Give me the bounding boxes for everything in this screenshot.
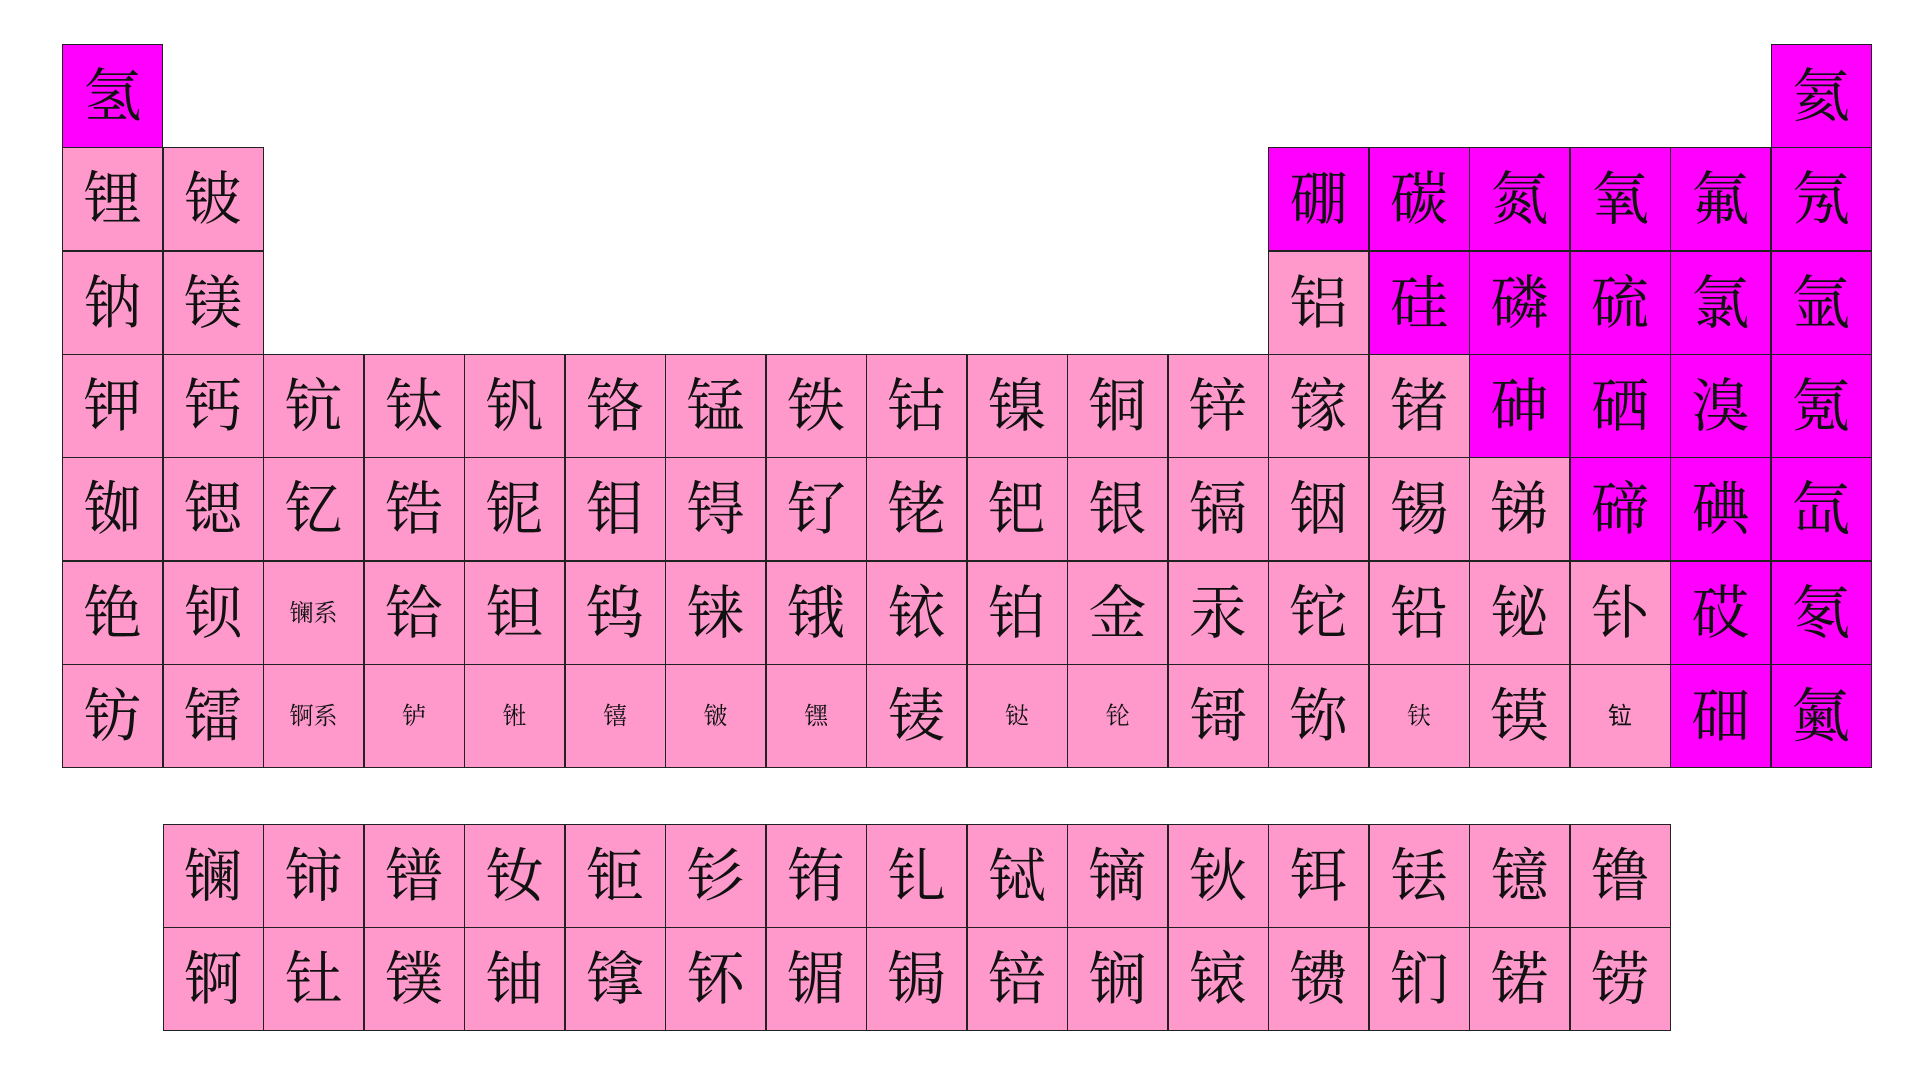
actinide-cell: 锎 — [1067, 927, 1168, 1031]
element-cell: 汞 — [1168, 561, 1269, 665]
element-cell: 锶 — [163, 457, 264, 561]
element-cell: 钡 — [163, 561, 264, 665]
element-cell: 砹 — [1670, 561, 1771, 665]
element-cell: 钙 — [163, 354, 264, 458]
element-cell: 铁 — [766, 354, 867, 458]
element-cell: 钪 — [263, 354, 364, 458]
element-cell: 锇 — [766, 561, 867, 665]
lanthanide-cell: 铈 — [263, 824, 364, 928]
actinide-cell: 钔 — [1369, 927, 1470, 1031]
element-cell: 铼 — [665, 561, 766, 665]
element-cell: 铌 — [464, 457, 565, 561]
element-cell: 铊 — [1268, 561, 1369, 665]
actinide-cell: 镎 — [565, 927, 666, 1031]
element-cell: 钠 — [62, 251, 163, 355]
element-cell: 钫 — [62, 664, 163, 768]
actinide-cell: 镤 — [364, 927, 465, 1031]
lanthanide-cell: 镥 — [1570, 824, 1671, 928]
element-cell: 锝 — [665, 457, 766, 561]
element-cell: 鿭 — [1268, 664, 1369, 768]
element-cell: 钾 — [62, 354, 163, 458]
element-cell: 鿬 — [1670, 664, 1771, 768]
element-cell: 铋 — [1469, 561, 1570, 665]
element-cell: 锂 — [62, 147, 163, 251]
element-cell: 硼 — [1268, 147, 1369, 251]
element-cell: 𬭛 — [665, 664, 766, 768]
element-cell: 金 — [1067, 561, 1168, 665]
element-cell: 钇 — [263, 457, 364, 561]
element-cell: 氟 — [1670, 147, 1771, 251]
element-cell: 铜 — [1067, 354, 1168, 458]
element-cell: 钨 — [565, 561, 666, 665]
actinide-cell: 锕 — [163, 927, 264, 1031]
element-cell: 铷 — [62, 457, 163, 561]
element-cell: 磷 — [1469, 251, 1570, 355]
element-cell: 𬭶 — [766, 664, 867, 768]
lanthanide-cell: 钆 — [866, 824, 967, 928]
element-cell: 氮 — [1469, 147, 1570, 251]
lanthanide-cell: 钕 — [464, 824, 565, 928]
element-cell: 鿏 — [866, 664, 967, 768]
element-cell: 锰 — [665, 354, 766, 458]
actinide-cell: 锫 — [967, 927, 1068, 1031]
element-cell: 氢 — [62, 44, 163, 148]
element-cell: 银 — [1067, 457, 1168, 561]
lanthanide-cell: 镱 — [1469, 824, 1570, 928]
actinide-cell: 锘 — [1469, 927, 1570, 1031]
element-cell: 氖 — [1771, 147, 1872, 251]
element-cell: 钒 — [464, 354, 565, 458]
lanthanide-cell: 镨 — [364, 824, 465, 928]
element-cell: 锗 — [1369, 354, 1470, 458]
actinide-cell: 钚 — [665, 927, 766, 1031]
element-cell: 硅 — [1369, 251, 1470, 355]
element-cell: 镁 — [163, 251, 264, 355]
lanthanide-cell: 铽 — [967, 824, 1068, 928]
element-cell: 铟 — [1268, 457, 1369, 561]
element-cell: 镍 — [967, 354, 1068, 458]
element-cell: 氧 — [1570, 147, 1671, 251]
element-cell: 钛 — [364, 354, 465, 458]
actinide-cell: 钍 — [263, 927, 364, 1031]
element-cell: 锆 — [364, 457, 465, 561]
element-cell: 铅 — [1369, 561, 1470, 665]
element-cell: 溴 — [1670, 354, 1771, 458]
element-cell: 氯 — [1670, 251, 1771, 355]
element-cell: 镧系 — [263, 561, 364, 665]
lanthanide-cell: 钷 — [565, 824, 666, 928]
element-cell: 碲 — [1570, 457, 1671, 561]
element-cell: 钋 — [1570, 561, 1671, 665]
element-cell: 氪 — [1771, 354, 1872, 458]
element-cell: 铪 — [364, 561, 465, 665]
actinide-cell: 铀 — [464, 927, 565, 1031]
element-cell: 鿔 — [1168, 664, 1269, 768]
element-cell: 砷 — [1469, 354, 1570, 458]
element-cell: 镓 — [1268, 354, 1369, 458]
lanthanide-cell: 钬 — [1168, 824, 1269, 928]
element-cell: 钼 — [565, 457, 666, 561]
actinide-cell: 锿 — [1168, 927, 1269, 1031]
element-cell: 铂 — [967, 561, 1068, 665]
actinide-cell: 镄 — [1268, 927, 1369, 1031]
lanthanide-cell: 铕 — [766, 824, 867, 928]
actinide-cell: 锔 — [866, 927, 967, 1031]
element-cell: 𬬭 — [1067, 664, 1168, 768]
element-cell: 硒 — [1570, 354, 1671, 458]
element-cell: 钯 — [967, 457, 1068, 561]
element-cell: 𫓧 — [1369, 664, 1470, 768]
lanthanide-cell: 铥 — [1369, 824, 1470, 928]
element-cell: 氦 — [1771, 44, 1872, 148]
lanthanide-cell: 铒 — [1268, 824, 1369, 928]
element-cell: 锌 — [1168, 354, 1269, 458]
element-cell: 锡 — [1369, 457, 1470, 561]
element-cell: 碳 — [1369, 147, 1470, 251]
element-cell: 锑 — [1469, 457, 1570, 561]
element-cell: 𬬻 — [364, 664, 465, 768]
element-cell: 𬭳 — [565, 664, 666, 768]
element-cell: 镉 — [1168, 457, 1269, 561]
element-cell: 铬 — [565, 354, 666, 458]
lanthanide-cell: 镝 — [1067, 824, 1168, 928]
element-cell: 氩 — [1771, 251, 1872, 355]
element-cell: 氡 — [1771, 561, 1872, 665]
element-cell: 铍 — [163, 147, 264, 251]
element-cell: 铱 — [866, 561, 967, 665]
element-cell: 𬭊 — [464, 664, 565, 768]
element-cell: 𫟼 — [967, 664, 1068, 768]
element-cell: 钌 — [766, 457, 867, 561]
element-cell: 氙 — [1771, 457, 1872, 561]
actinide-cell: 镅 — [766, 927, 867, 1031]
element-cell: 铝 — [1268, 251, 1369, 355]
element-cell: 鿫 — [1771, 664, 1872, 768]
element-cell: 钽 — [464, 561, 565, 665]
element-cell: 锕系 — [263, 664, 364, 768]
element-cell: 铯 — [62, 561, 163, 665]
actinide-cell: 铹 — [1570, 927, 1671, 1031]
element-cell: 碘 — [1670, 457, 1771, 561]
element-cell: 𫟷 — [1570, 664, 1671, 768]
element-cell: 硫 — [1570, 251, 1671, 355]
lanthanide-cell: 钐 — [665, 824, 766, 928]
element-cell: 铑 — [866, 457, 967, 561]
element-cell: 镆 — [1469, 664, 1570, 768]
element-cell: 钴 — [866, 354, 967, 458]
lanthanide-cell: 镧 — [163, 824, 264, 928]
element-cell: 镭 — [163, 664, 264, 768]
